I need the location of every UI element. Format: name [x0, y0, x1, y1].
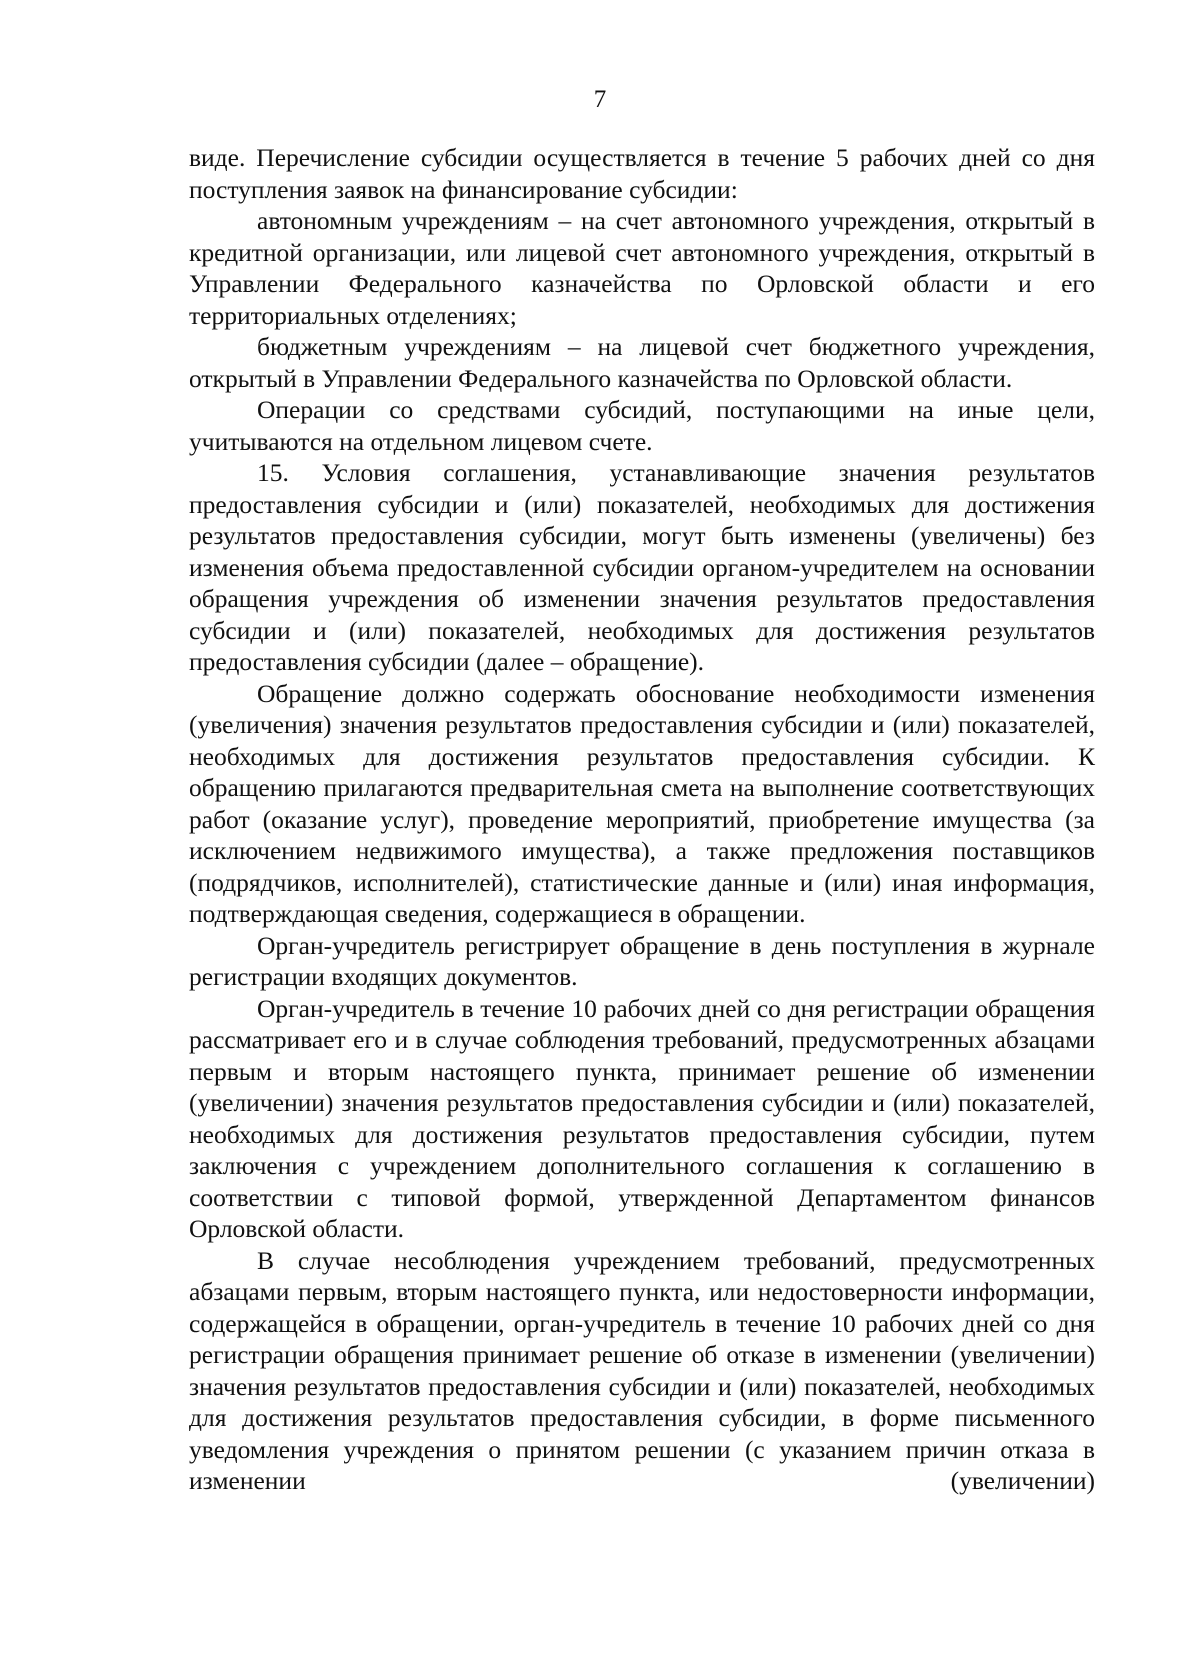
paragraph-request-content: Обращение должно содержать обоснование необходимости изменения (увеличения) значения результатов предоставления субсидии и (или) показателей, необходимых для достижения результатов предоставления субсидии. К обращению прилагаются предварительная смета на выполнение соответствующих работ (оказание услуг), проведение мероприятий, приобретение имущества (за исключением недвижимого имущества), а также предложения поставщиков (подрядчиков, исполнителей), статистические данные и (или) иная информация, подтверждающая сведения, содержащиеся в обращении.: [189, 678, 1095, 928]
paragraph-clause-15: 15. Условия соглашения, устанавливающие значения результатов предоставления субсидии и (или) показателей, необходимых для достижения результатов предоставления субсидии, могут быть изменены (увеличены) без изменения объема предоставленной субсидии органом-учредителем на основании обращения учреждения об изменении значения результатов предоставления субсидии и (или) показателей, необходимых для достижения результатов предоставления субсидии (далее – обращение).: [189, 458, 1095, 676]
paragraph-autonomous-institutions: автономным учреждениям – на счет автономного учреждения, открытый в кредитной организации, или лицевой счет автономного учреждения, открытый в Управлении Федерального казначейства по Орловской области и его территориальных отделениях;: [189, 206, 1095, 330]
paragraph-subsidy-operations: Операции со средствами субсидий, поступающими на иные цели, учитываются на отдельном лицевом счете.: [189, 395, 1095, 456]
page-number: 7: [593, 86, 607, 113]
paragraph-request-registration: Орган-учредитель регистрирует обращение в день поступления в журнале регистрации входящих документов.: [189, 930, 1095, 991]
paragraph-budget-institutions: бюджетным учреждениям – на лицевой счет бюджетного учреждения, открытый в Управлении Федерального казначейства по Орловской области.: [189, 332, 1095, 393]
paragraph-request-refusal: В случае несоблюдения учреждением требований, предусмотренных абзацами первым, вторым настоящего пункта, или недостоверности информации, содержащейся в обращении, орган-учредитель в течение 10 рабочих дней со дня регистрации обращения принимает решение об отказе в изменении (увеличении) значения результатов предоставления субсидии и (или) показателей, необходимых для достижения результатов предоставления субсидии, в форме письменного уведомления учреждения о принятом решении (с указанием причин отказа в изменении (увеличении): [189, 1245, 1095, 1495]
paragraph-continuation: виде. Перечисление субсидии осуществляется в течение 5 рабочих дней со дня поступления заявок на финансирование субсидии:: [189, 143, 1095, 204]
paragraph-request-review: Орган-учредитель в течение 10 рабочих дней со дня регистрации обращения рассматривает его и в случае соблюдения требований, предусмотренных абзацами первым и вторым настоящего пункта, принимает решение об изменении (увеличении) значения результатов предоставления субсидии и (или) показателей, необходимых для достижения результатов предоставления субсидии, путем заключения с учреждением дополнительного соглашения к соглашению в соответствии с типовой формой, утвержденной Департаментом финансов Орловской области.: [189, 993, 1095, 1243]
document-body: [189, 142, 1095, 1497]
